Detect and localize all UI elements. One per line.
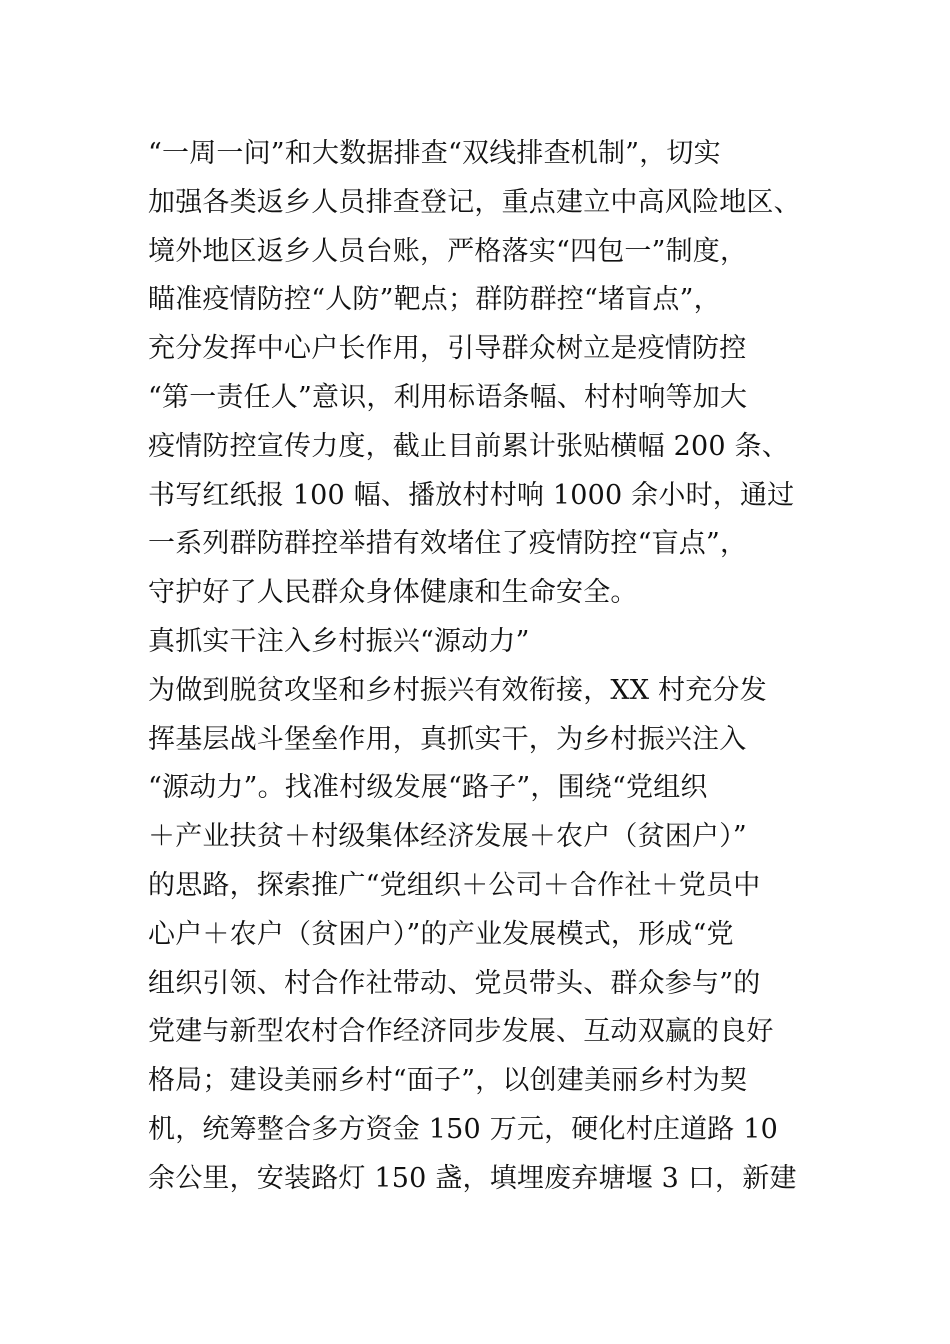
text-line: 心户＋农户（贫困户）”的产业发展模式，形成“党 [148, 918, 734, 950]
text-line: 境外地区返乡人员台账，严格落实“四包一”制度， [148, 235, 748, 267]
text-line: 充分发挥中心户长作用，引导群众树立是疫情防控 [148, 333, 747, 365]
document-body [148, 130, 828, 1204]
text-line: 机，统筹整合多方资金 150 万元，硬化村庄道路 10 [148, 1113, 779, 1145]
text-line: 疫情防控宣传力度，截止目前累计张贴横幅 200 条、 [148, 430, 789, 462]
text-line: “源动力”。找准村级发展“路子”，围绕“党组织 [148, 772, 708, 804]
text-line: 余公里，安装路灯 150 盏，填埋废弃塘堰 3 口，新建 [148, 1162, 797, 1194]
text-line: 格局；建设美丽乡村“面子”，以创建美丽乡村为契 [148, 1065, 748, 1097]
text-line: 组织引领、村合作社带动、党员带头、群众参与”的 [148, 967, 761, 999]
text-line: 挥基层战斗堡垒作用，真抓实干，为乡村振兴注入 [148, 723, 747, 755]
text-line: 瞄准疫情防控“人防”靶点；群防群控“堵盲点”， [148, 284, 721, 316]
text-line: ＋产业扶贫＋村级集体经济发展＋农户（贫困户）” [148, 821, 747, 853]
text-line: 为做到脱贫攻坚和乡村振兴有效衔接，XX 村充分发 [148, 674, 767, 706]
section-heading: 真抓实干注入乡村振兴“源动力” [148, 625, 530, 657]
text-line: 书写红纸报 100 幅、播放村村响 1000 余小时，通过 [148, 479, 795, 511]
text-line: 一系列群防群控举措有效堵住了疫情防控“盲点”， [148, 528, 748, 560]
text-line: 守护好了人民群众身体健康和生命安全。 [148, 577, 638, 609]
text-line: 党建与新型农村合作经济同步发展、互动双赢的良好 [148, 1016, 774, 1048]
text-line: “第一责任人”意识，利用标语条幅、村村响等加大 [148, 381, 748, 413]
text-line: 加强各类返乡人员排查登记，重点建立中高风险地区、 [148, 186, 801, 218]
text-line: 的思路，探索推广“党组织＋公司＋合作社＋党员中 [148, 869, 761, 901]
text-line: “一周一问”和大数据排查“双线排查机制”，切实 [148, 138, 721, 169]
